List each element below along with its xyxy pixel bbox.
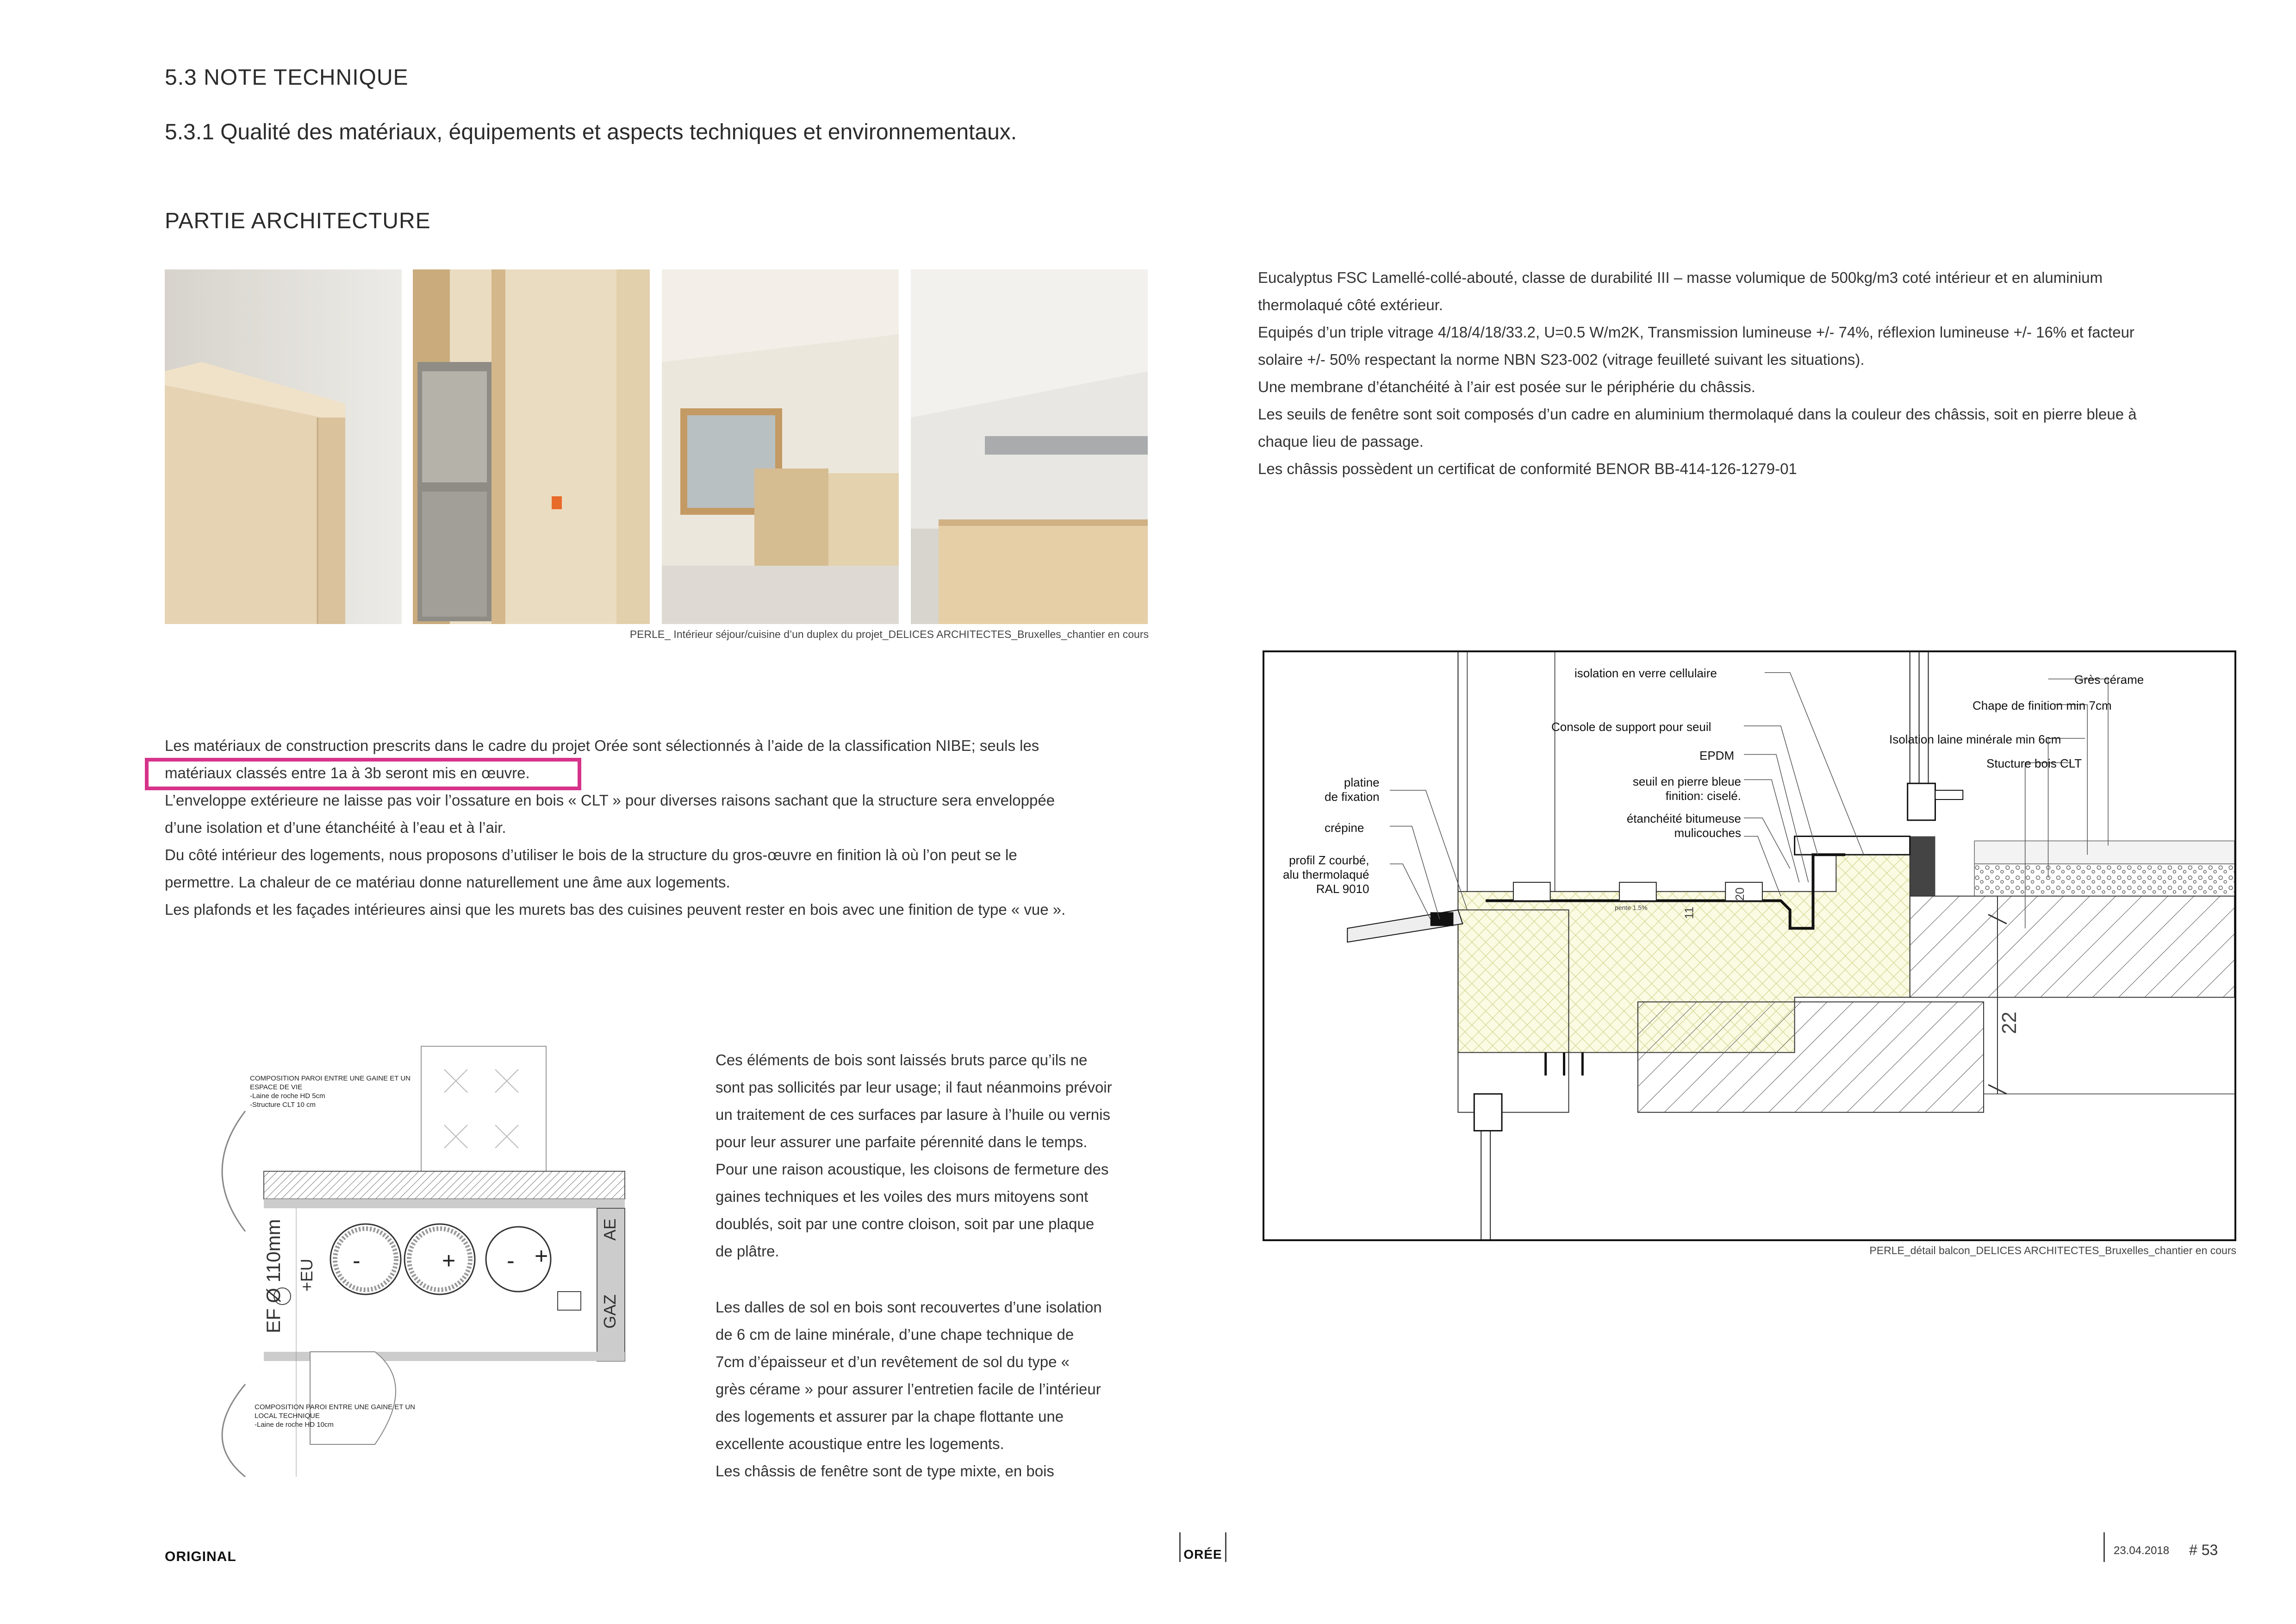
drawing-caption: PERLE_détail balcon_DELICES ARCHITECTES_Bruxelles_chantier en cours	[1869, 1244, 2236, 1256]
label-crepine: crépine	[1325, 821, 1364, 835]
interior-photo-1	[165, 269, 402, 624]
label-epdm: EPDM	[1699, 749, 1735, 762]
pipe-minus-1: -	[353, 1248, 361, 1274]
pipe-plus-1: +	[442, 1248, 456, 1274]
plan-top-note: COMPOSITION PAROI ENTRE UNE GAINE ET UN ESPACE DE VIE -Laine de roche HD 5cm -Structure CLT 10 cm	[250, 1074, 411, 1109]
plan-bottom-note: COMPOSITION PAROI ENTRE UNE GAINE ET UN LOCAL TECHNIQUE -Laine de roche HD 10cm	[255, 1403, 415, 1429]
label-platine: platine de fixation	[1325, 775, 1380, 804]
section-heading: 5.3 NOTE TECHNIQUE	[165, 65, 409, 90]
ef-label: EF Ø 110mm	[262, 1219, 284, 1333]
label-etancheite: étanchéité bitumeuse mulicouches	[1626, 812, 1741, 840]
footer-divider	[2103, 1532, 2105, 1562]
label-gres: Grès cérame	[2074, 673, 2144, 687]
footer-date: 23.04.2018	[2114, 1544, 2170, 1557]
wood-treatment-paragraph: Ces éléments de bois sont laissés bruts parce qu’ils ne sont pas sollicités par leur usage; il faut néanmoins prévoir un traitement de ces surfaces par lasure à l’huile ou vernis pour leur assurer une parfaite pérennité dans le temps. Pour une raison acoustique, les cloisons de fermeture des gaines techniques et les voiles des murs mitoyens sont doublés, soit par une contre cloison, soit par une plaque de plâtre.	[716, 1051, 1112, 1260]
label-isolation-verre: isolation en verre cellulaire	[1574, 666, 1717, 680]
pipe-plus-2: +	[535, 1243, 548, 1269]
label-isolation-laine: Isolation laine minérale min 6cm	[1889, 732, 2061, 746]
floor-slab-paragraph: Les dalles de sol en bois sont recouvertes d’une isolation de 6 cm de laine minérale, d’une chape technique de 7cm d’épaisseur et d’un revêtement de sol du type « grès cérame » pour assurer l’entretien facile de l’intérieur des logements et assurer par la chape flottante une excellente acoustique entre les logements. Les châssis de fenêtre sont de type mixte, en bois	[716, 1299, 1102, 1480]
interior-photo-2	[413, 269, 650, 624]
dim-22-text: 22	[1997, 1012, 2021, 1034]
footer-original: ORIGINAL	[165, 1549, 236, 1564]
label-console: Console de support pour seuil	[1551, 720, 1711, 734]
dim-11-text: 11	[1683, 906, 1696, 919]
footer-logo	[1179, 1532, 1226, 1562]
pipe-minus-2: -	[507, 1248, 515, 1274]
photos-caption: PERLE_ Intérieur séjour/cuisine d’un duplex du projet_DELICES ARCHITECTES_Bruxelles_chantier en cours	[629, 628, 1149, 640]
slope-text: pente 1.5%	[1615, 904, 1648, 912]
dim-20-text: 20	[1734, 887, 1747, 901]
label-chape: Chape de finition min 7cm	[1972, 699, 2112, 712]
label-profil: profil Z courbé, alu thermolaqué RAL 9010	[1283, 853, 1369, 896]
gaz-label: GAZ	[600, 1294, 619, 1329]
footer-logo-text: ORÉE	[1183, 1547, 1222, 1562]
balcony-detail-drawing	[1263, 650, 2236, 1241]
label-seuil: seuil en pierre bleue finition: ciselé.	[1632, 775, 1741, 803]
interior-photo-3	[662, 269, 899, 624]
ae-label: AE	[600, 1218, 619, 1241]
highlight-box	[145, 758, 581, 790]
materials-paragraph: Les matériaux de construction prescrits dans le cadre du projet Orée sont sélectionnés à l’aide de la classification NIBE; seuls les matériaux classés entre 1a à 3b seront mis en œuvre. L’enveloppe extérieure ne laisse pas voir l’ossature en bois « CLT » pour diverses raisons sachant que la structure sera enveloppée d’une isolation et d’une étanchéité à l’eau et à l’air. Du côté intérieur des logements, nous proposons d’utiliser le bois de la structure du gros-œuvre en finition là où l’on peut se le permettre. La chaleur de ce matériau donne naturellement une âme aux logements. Les plafonds et les façades intérieures ainsi que les murets bas des cuisines peuvent rester en bois avec une finition de type « vue ».	[165, 737, 1066, 918]
footer-page-number: # 53	[2189, 1542, 2218, 1558]
part-heading: PARTIE ARCHITECTURE	[165, 209, 431, 233]
window-spec-text: Eucalyptus FSC Lamellé-collé-abouté, classe de durabilité III – masse volumique de 500kg/m3 coté intérieur et en aluminium thermolaqué côté extérieur. Equipés d’un triple vitrage 4/18/4/18/33.2, U=0.5 W/m2K, Transmission lumineuse +/- 74%, réflexion lumineuse +/- 16% et facteur solaire +/- 50% respectant la norme NBN S23-002 (vitrage feuilleté suivant les situations). Une membrane d’étanchéité à l’air est posée sur le périphérie du châssis. Les seuils de fenêtre sont soit composés d’un cadre en aluminium thermolaqué dans la couleur des châssis, soit en pierre bleue à chaque lieu de passage. Les châssis possèdent un certificat de conformité BENOR BB-414-126-1279-01	[1258, 269, 2137, 477]
eu-label: +EU	[297, 1258, 316, 1292]
shaft-plan-drawing	[180, 1032, 690, 1481]
subsection-heading: 5.3.1 Qualité des matériaux, équipements et aspects techniques et environnementaux.	[165, 120, 1017, 144]
label-structure: Stucture bois CLT	[1986, 756, 2082, 770]
interior-photo-4	[911, 269, 1148, 624]
